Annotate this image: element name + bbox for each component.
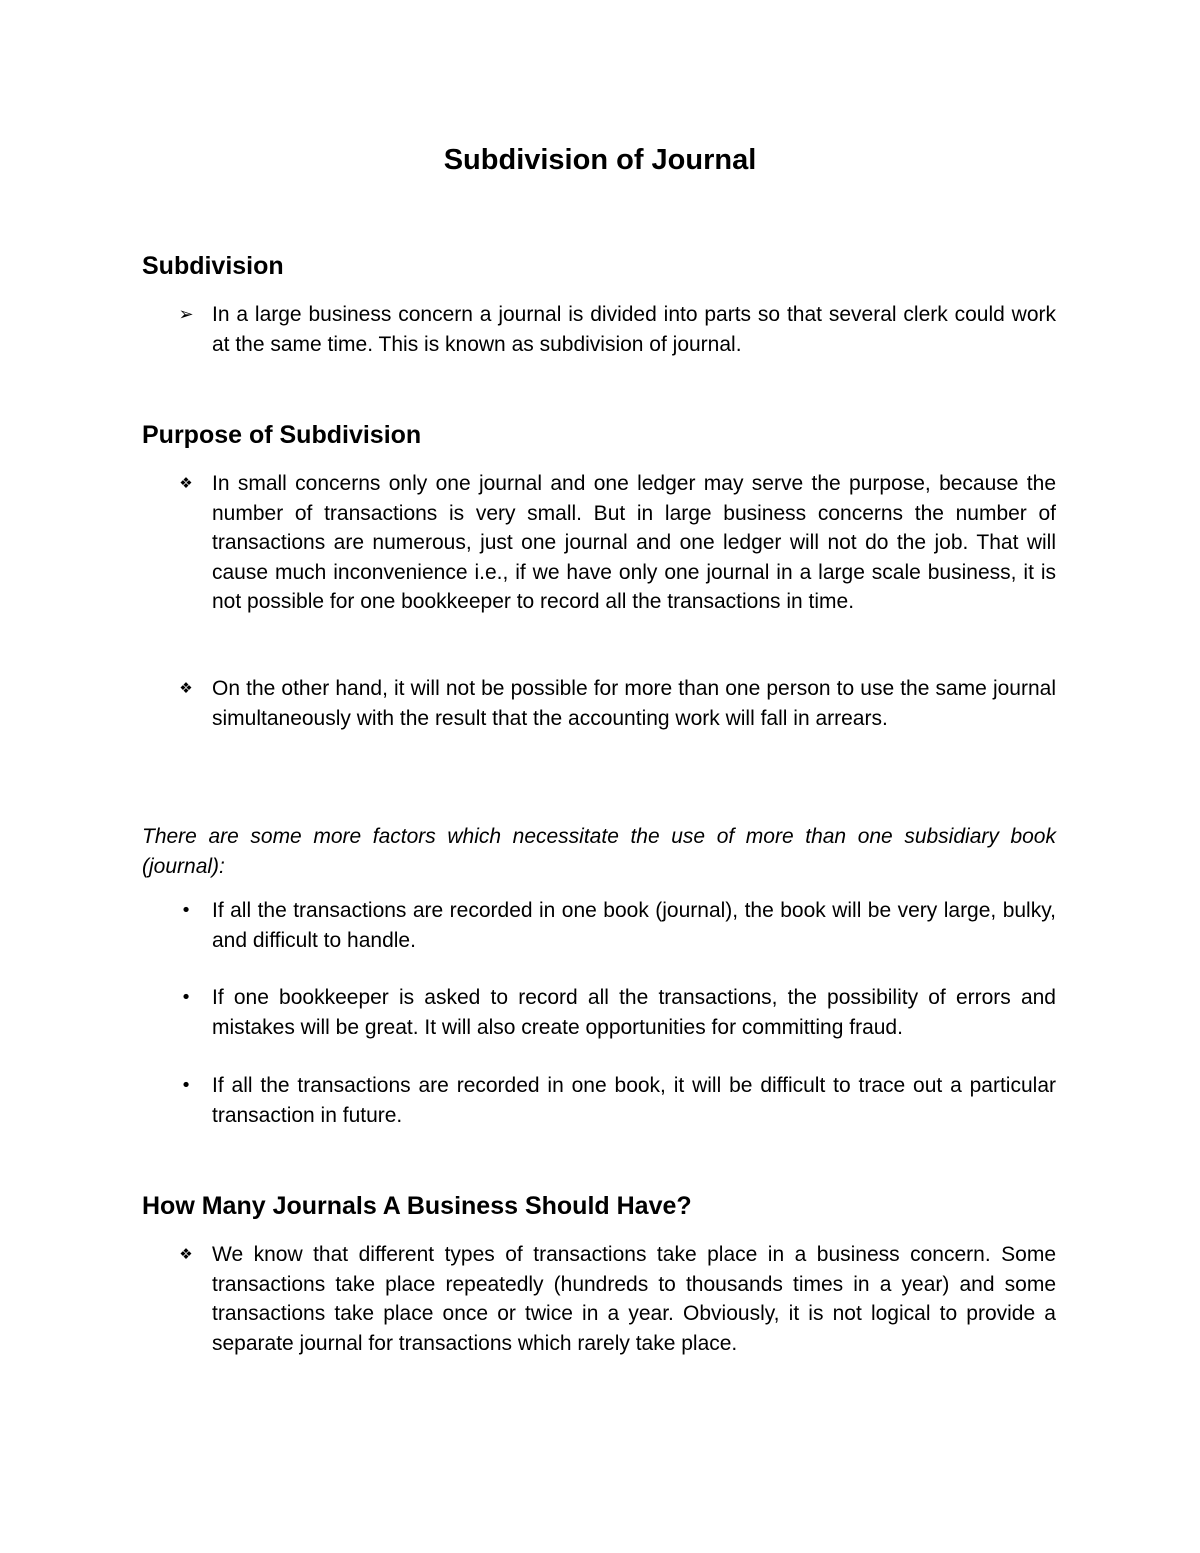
dot-bullet-icon: • bbox=[180, 900, 192, 921]
dot-bullet-icon: • bbox=[180, 987, 192, 1008]
dot-bullet-icon: • bbox=[180, 1075, 192, 1096]
arrow-bullet-icon: ➢ bbox=[178, 304, 194, 325]
list-item bbox=[142, 469, 1056, 617]
section-heading-purpose: Purpose of Subdivision bbox=[142, 421, 422, 449]
list-item bbox=[142, 896, 1056, 955]
list-item-text: On the other hand, it will not be possible for more than one person to use the same journal simultaneously with the result that the accounting work will fall in arrears. bbox=[212, 677, 1056, 730]
list-item-text: We know that different types of transactions take place in a business concern. Some transactions take place repeatedly (hundreds to thousands times in a year) and some transactions take place once or twice in a year. Obviously, it is not logical to provide a separate journal for transactions which rarely take place. bbox=[212, 1243, 1056, 1355]
list-item bbox=[142, 674, 1056, 733]
list-item-text: If one bookkeeper is asked to record all the transactions, the possibility of errors and mistakes will be great. It will also create opportunities for committing fraud. bbox=[212, 986, 1056, 1039]
list-item-text: In a large business concern a journal is divided into parts so that several clerk could work at the same time. This is known as subdivision of journal. bbox=[212, 303, 1056, 356]
section-heading-how-many-journals: How Many Journals A Business Should Have? bbox=[142, 1192, 692, 1220]
list-item bbox=[142, 1240, 1056, 1358]
list-item-text: If all the transactions are recorded in one book (journal), the book will be very large, bulky, and difficult to handle. bbox=[212, 899, 1056, 952]
list-item-text: In small concerns only one journal and one ledger may serve the purpose, because the number of transactions is very small. But in large business concerns the number of transactions are numerous, just one journal and one ledger will not do the job. That will cause much inconvenience i.e., if we have only one journal in a large scale business, it is not possible for one bookkeeper to record all the transactions in time. bbox=[212, 472, 1056, 613]
list-item bbox=[142, 983, 1056, 1042]
list-item-text: If all the transactions are recorded in one book, it will be difficult to trace out a particular transaction in future. bbox=[212, 1074, 1056, 1127]
list-item bbox=[142, 1071, 1056, 1130]
diamond-bullet-icon: ❖ bbox=[179, 474, 193, 492]
factors-intro: There are some more factors which necessitate the use of more than one subsidiary book (journal): bbox=[142, 825, 1056, 878]
diamond-bullet-icon: ❖ bbox=[179, 1245, 193, 1263]
diamond-bullet-icon: ❖ bbox=[179, 679, 193, 697]
page-title: Subdivision of Journal bbox=[443, 144, 757, 176]
section-heading-subdivision: Subdivision bbox=[142, 252, 284, 280]
list-item bbox=[142, 300, 1056, 359]
